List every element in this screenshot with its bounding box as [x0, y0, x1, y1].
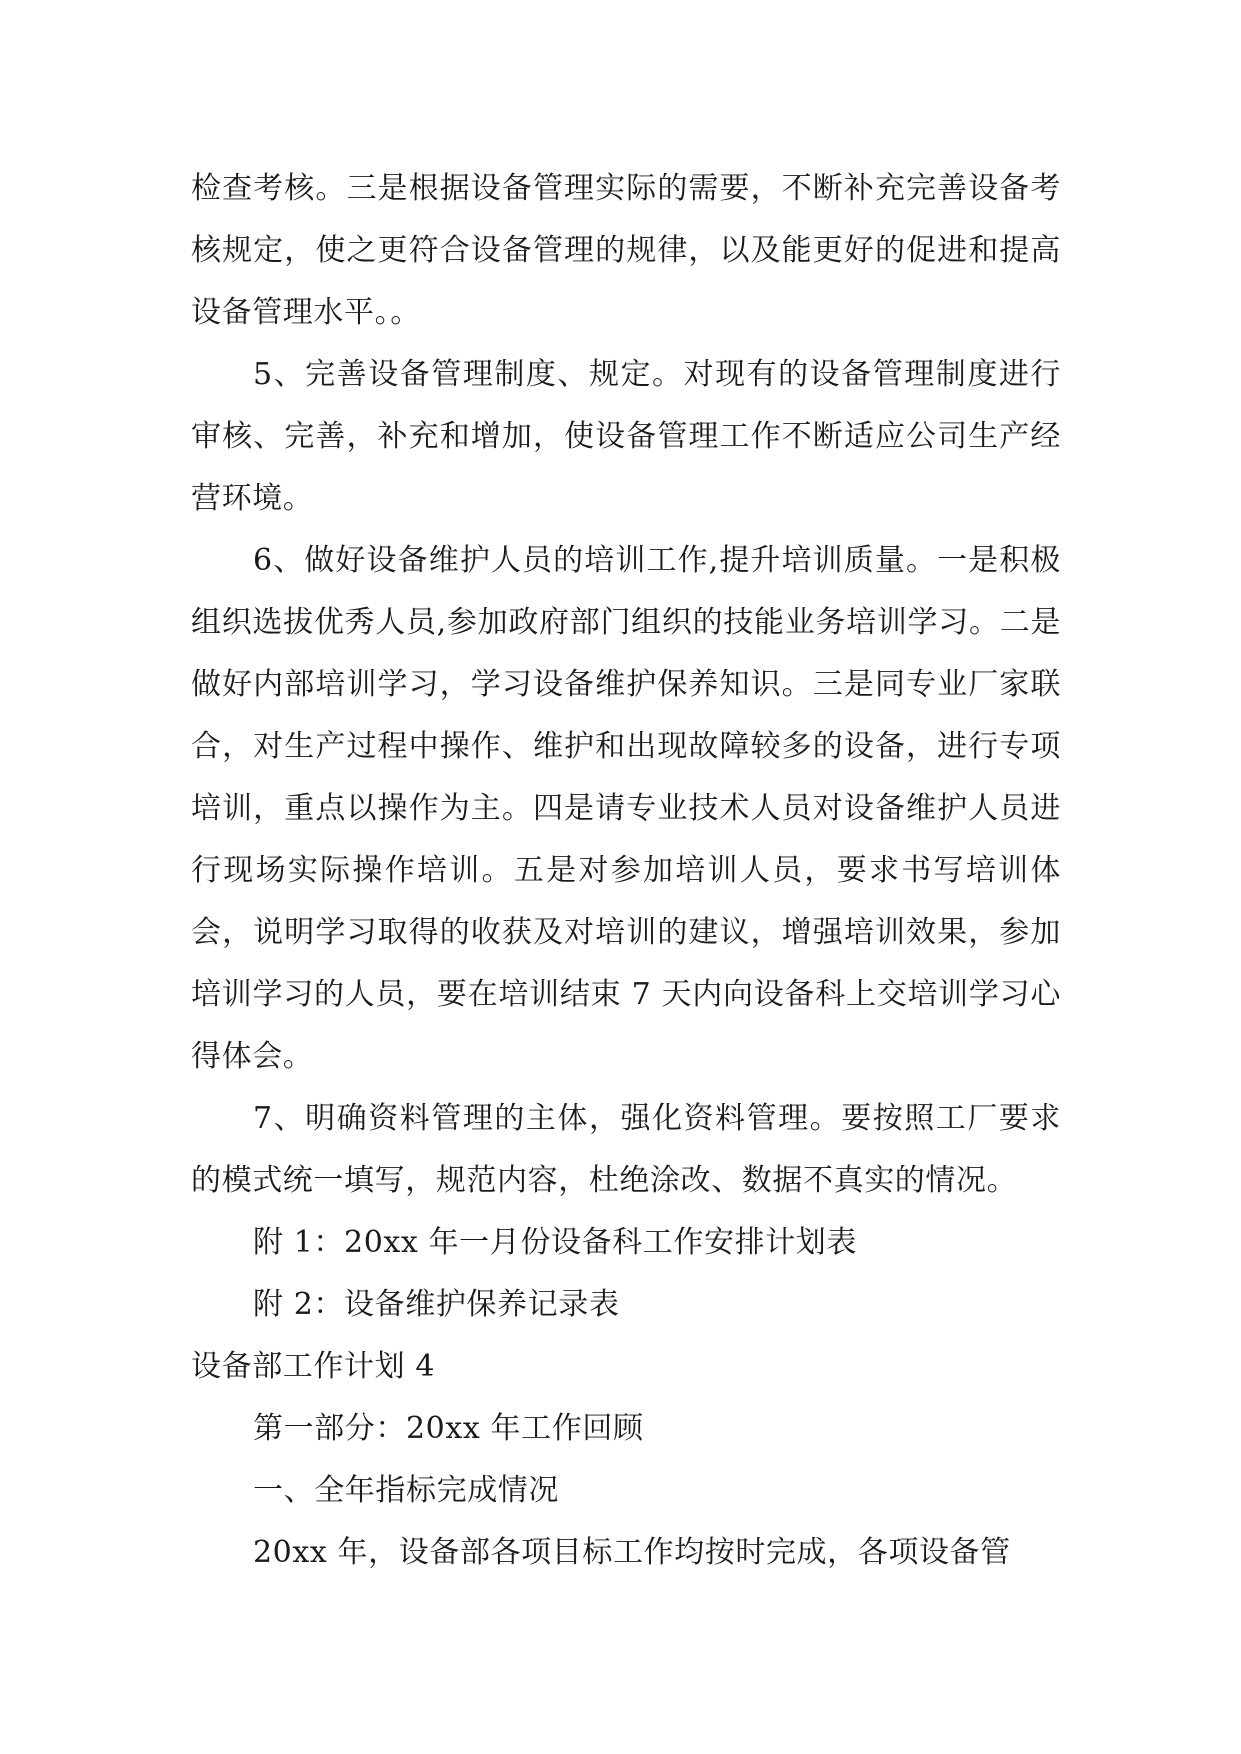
paragraph-item-6: 6、做好设备维护人员的培训工作,提升培训质量。一是积极组织选拔优秀人员,参加政府部门组织的技能业务培训学习。二是做好内部培训学习，学习设备维护保养知识。三是同专业厂家联合，对生产过程中操作、维护和出现故障较多的设备，进行专项培训，重点以操作为主。四是请专业技术人员对设备维护人员进行现场实际操作培训。五是对参加培训人员，要求书写培训体会，说明学习取得的收获及对培训的建议，增强培训效果，参加培训学习的人员，要在培训结束 7 天内向设备科上交培训学习心得体会。 — [191, 543, 1061, 1074]
paragraph-summary: 20xx 年，设备部各项目标工作均按时完成，各项设备管 — [253, 1535, 1011, 1570]
attachment-1: 附 1：20xx 年一月份设备科工作安排计划表 — [253, 1225, 857, 1260]
paragraph-item-5: 5、完善设备管理制度、规定。对现有的设备管理制度进行审核、完善，补充和增加，使设备管理工作不断适应公司生产经营环境。 — [191, 357, 1061, 516]
document-page — [191, 158, 1061, 1584]
attachment-2: 附 2：设备维护保养记录表 — [253, 1287, 620, 1322]
part-heading: 第一部分：20xx 年工作回顾 — [253, 1411, 644, 1446]
paragraph-item-7: 7、明确资料管理的主体，强化资料管理。要按照工厂要求的模式统一填写，规范内容，杜绝涂改、数据不真实的情况。 — [191, 1101, 1061, 1198]
subsection-heading: 一、全年指标完成情况 — [253, 1473, 559, 1508]
section-title: 设备部工作计划 4 — [191, 1349, 436, 1384]
paragraph-continuation: 检查考核。三是根据设备管理实际的需要，不断补充完善设备考核规定，使之更符合设备管理的规律，以及能更好的促进和提高设备管理水平。。 — [191, 171, 1061, 330]
